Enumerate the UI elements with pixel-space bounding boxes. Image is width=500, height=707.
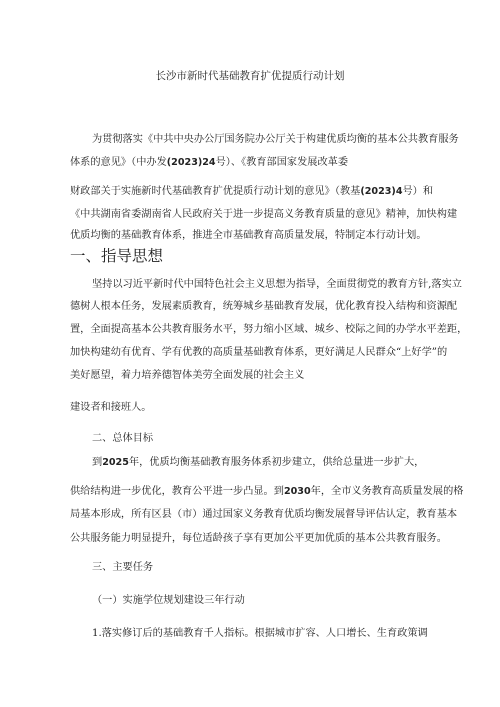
subsection-heading: （一）实施学位规划建设三年行动 — [92, 595, 245, 606]
section2-text: 局基本形成，所有区县（市）通过国家义务教育优质均衡发展督导评估认定，教育基本 — [70, 509, 458, 520]
section2-line — [92, 456, 424, 470]
section1-line: 加快构建幼有优育、学有优教的高质量基础教育体系，更好满足人民群众“上好学”的 — [70, 347, 448, 358]
intro-text: 财政部关于实施新时代基础教育扩优提质行动计划的意见》（教基 — [70, 186, 361, 197]
section2-text: 年，全市义务教育高质量发展的格 — [310, 486, 464, 497]
intro-text: 为贯彻落实《中共中央办公厅国务院办公厅关于构建优质均衡的基本公共教育服务 — [92, 134, 459, 145]
intro-line-4 — [70, 208, 457, 222]
year-2025: 2025 — [102, 457, 129, 468]
year-2030: 2030 — [283, 486, 311, 497]
section2-text: 供给结构进一步优化，教育公平进一步凸显。到 — [70, 486, 284, 497]
intro-line-3 — [70, 185, 433, 199]
intro-text: 优质均衡的基础教育体系，推进全市基础教育高质量发展，特制定本行动计划。 — [70, 230, 427, 241]
section2-text: 年，优质均衡基础教育服务体系初步建立，供给总量进一步扩大， — [128, 457, 425, 468]
section1-line: 建设者和接班人。 — [70, 402, 152, 413]
intro-text: 号）、《教育部国家发展改革委 — [215, 157, 349, 168]
intro-line-2 — [70, 156, 348, 170]
section1-line: 置，全面提高基本公共教育服务水平，努力缩小区域、城乡、校际之间的办学水平差距， — [70, 324, 468, 335]
intro-text: 体系的意见》（中办发 — [70, 157, 167, 168]
section1-line: 德树人根本任务，发展素质教育，统筹城乡基础教育发展，优化教育投入结构和资源配 — [70, 301, 458, 312]
document-title: 长沙市新时代基础教育扩优提质行动计划 — [155, 70, 345, 82]
section1-line: 坚持以习近平新时代中国特色社会主义思想为指导，全面贯彻党的教育方针,落实立 — [92, 279, 462, 290]
intro-text: 号）和 — [402, 186, 434, 197]
intro-text: 《中共湖南省委湖南省人民政府关于进一步提高义务教育质量的意见》精神，加快构建 — [70, 209, 458, 220]
section2-line — [70, 508, 457, 522]
section-heading-main-tasks: 三、主要任务 — [92, 562, 154, 573]
section1-line: 美好愿望，着力培养德智体美劳全面发展的社会主义 — [70, 370, 305, 381]
section-heading-overall-goal: 二、总体目标 — [92, 433, 154, 444]
intro-line-5 — [70, 229, 427, 243]
task-item-1: 1.落实修订后的基础教育千人指标。根据城市扩容、人口增长、生育政策调 — [92, 628, 428, 639]
section2-line — [70, 532, 447, 546]
section-heading-guiding-ideology: 一、指导思想 — [70, 247, 164, 265]
section2-line — [70, 485, 463, 499]
doc-number: (2023)24 — [166, 157, 216, 168]
section2-text: 到 — [92, 457, 103, 468]
doc-number: (2023)4 — [360, 186, 403, 197]
intro-line-1 — [92, 133, 459, 147]
section2-text: 公共服务能力明显提升，每位适龄孩子享有更加公平更加优质的基本公共教育服务。 — [70, 533, 447, 544]
